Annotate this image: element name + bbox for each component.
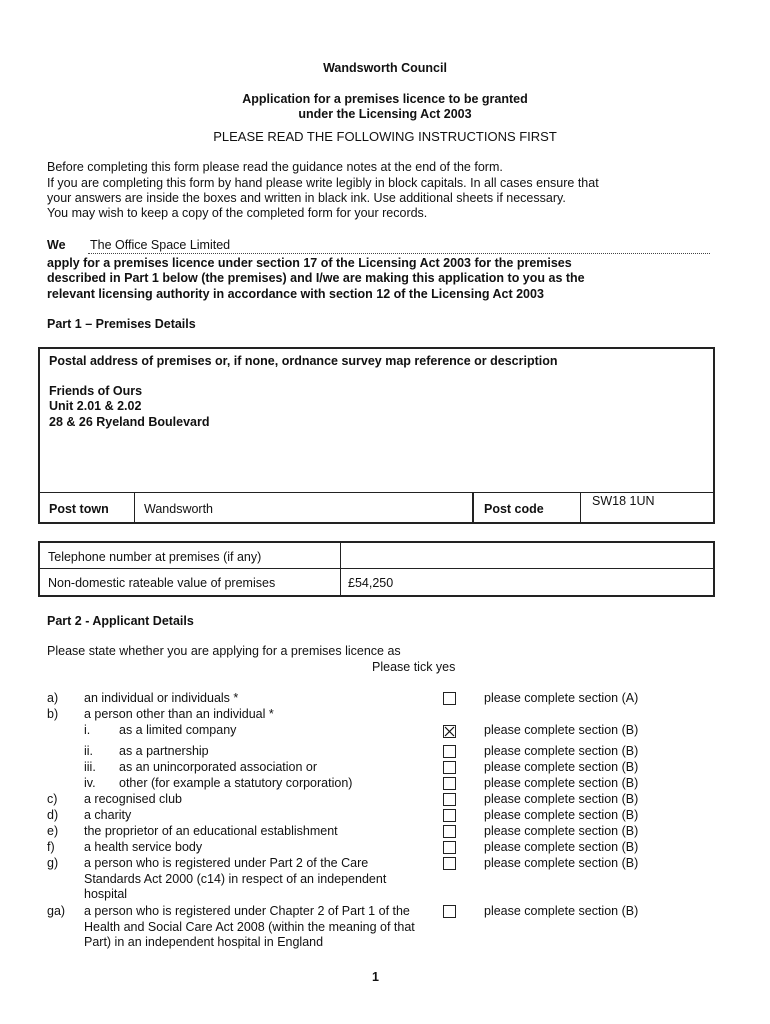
intro-line2: If you are completing this form by hand please write legibly in block capitals. In all cases ensure that	[47, 176, 599, 190]
address-line-2: Unit 2.01 & 2.02	[49, 399, 142, 413]
checkbox-individual[interactable]	[443, 692, 456, 705]
checkbox-care-standards-registered[interactable]	[443, 857, 456, 870]
section-note: please complete section (B)	[484, 808, 639, 822]
section-note: please complete section (B)	[484, 856, 639, 870]
section-note: please complete section (B)	[484, 904, 639, 918]
checkbox-recognised-club[interactable]	[443, 793, 456, 806]
checkbox-health-service-body[interactable]	[443, 841, 456, 854]
section-note: please complete section (B)	[484, 824, 639, 838]
option-letter: c)	[47, 792, 58, 806]
rateable-value[interactable]: £54,250	[348, 576, 394, 590]
checkbox-limited-company[interactable]	[443, 725, 456, 738]
form-title-line1: Application for a premises licence to be granted	[242, 92, 528, 106]
section-note: please complete section (B)	[484, 792, 639, 806]
applicant-type-question: Please state whether you are applying for a premises licence as	[47, 644, 401, 658]
address-line-1: Friends of Ours	[49, 384, 143, 398]
intro-line3: your answers are inside the boxes and written in black ink. Use additional sheets if necessary.	[47, 191, 566, 205]
option-letter: g)	[47, 856, 59, 870]
form-title-line2: under the Licensing Act 2003	[298, 107, 472, 121]
option-letter: d)	[47, 808, 59, 822]
intro-line4: You may wish to keep a copy of the completed form for your records.	[47, 206, 428, 220]
post-town-value[interactable]: Wandsworth	[144, 502, 214, 516]
premises-address-box	[38, 347, 715, 524]
option-text: an individual or individuals *	[84, 691, 239, 705]
instructions-heading: PLEASE READ THE FOLLOWING INSTRUCTIONS FIRST	[213, 129, 557, 144]
intro-line1: Before completing this form please read the guidance notes at the end of the form.	[47, 160, 503, 174]
option-letter: a)	[47, 691, 59, 705]
post-code-value[interactable]: SW18 1UN	[592, 494, 655, 508]
sub-option-number: i.	[84, 723, 91, 737]
part1-heading: Part 1 – Premises Details	[47, 317, 196, 331]
option-text: a person who is registered under Part 2 of the Care Standards Act 2000 (c14) in respect of an independent hospital	[84, 856, 387, 901]
sub-option-text: other (for example a statutory corporation)	[119, 776, 353, 790]
statement-line1: apply for a premises licence under section 17 of the Licensing Act 2003 for the premises	[47, 256, 572, 270]
sub-option-text: as a partnership	[119, 744, 209, 758]
option-letter: ga)	[47, 904, 66, 918]
option-text: a health service body	[84, 840, 203, 854]
option-text: a recognised club	[84, 792, 182, 806]
statement-line3: relevant licensing authority in accordance with section 12 of the Licensing Act 2003	[47, 287, 544, 301]
applicant-name-value: The Office Space Limited	[90, 238, 231, 252]
option-text: a person who is registered under Chapter 2 of Part 1 of the Health and Social Care Act 2008 (within the meaning of that Part) in an independent hospital in England	[84, 904, 415, 949]
post-code-label: Post code	[484, 502, 544, 516]
option-text: a charity	[84, 808, 132, 822]
address-label: Postal address of premises or, if none, ordnance survey map reference or description	[49, 354, 558, 368]
checkbox-educational-establishment[interactable]	[443, 825, 456, 838]
section-note: please complete section (B)	[484, 760, 639, 774]
section-note: please complete section (B)	[484, 723, 639, 737]
checkbox-health-social-care-registered[interactable]	[443, 905, 456, 918]
address-line-3: 28 & 26 Ryeland Boulevard	[49, 415, 210, 429]
council-name: Wandsworth Council	[323, 61, 447, 75]
we-label: We	[47, 238, 66, 252]
option-letter: b)	[47, 707, 59, 721]
checkbox-charity[interactable]	[443, 809, 456, 822]
checkbox-other[interactable]	[443, 777, 456, 790]
page-number: 1	[372, 970, 379, 984]
premises-details-table	[38, 541, 715, 597]
telephone-label: Telephone number at premises (if any)	[48, 550, 262, 564]
post-town-label: Post town	[49, 502, 109, 516]
tick-instruction: Please tick yes	[372, 660, 456, 674]
section-note: please complete section (A)	[484, 691, 639, 705]
sub-option-number: ii.	[84, 744, 94, 758]
option-letter: e)	[47, 824, 59, 838]
part2-heading: Part 2 - Applicant Details	[47, 614, 194, 628]
option-text: the proprietor of an educational establishment	[84, 824, 338, 838]
sub-option-text: as an unincorporated association or	[119, 760, 318, 774]
checkbox-partnership[interactable]	[443, 745, 456, 758]
applicant-name-field[interactable]	[88, 238, 710, 254]
sub-option-number: iv.	[84, 776, 96, 790]
sub-option-number: iii.	[84, 760, 96, 774]
sub-option-text: as a limited company	[119, 723, 237, 737]
rateable-value-label: Non-domestic rateable value of premises	[48, 576, 276, 590]
option-letter: f)	[47, 840, 55, 854]
checked-x-icon	[444, 726, 455, 737]
section-note: please complete section (B)	[484, 744, 639, 758]
section-note: please complete section (B)	[484, 840, 639, 854]
section-note: please complete section (B)	[484, 776, 639, 790]
option-text: a person other than an individual *	[84, 707, 274, 721]
checkbox-unincorporated-association[interactable]	[443, 761, 456, 774]
statement-line2: described in Part 1 below (the premises) and I/we are making this application to you as the	[47, 271, 585, 285]
